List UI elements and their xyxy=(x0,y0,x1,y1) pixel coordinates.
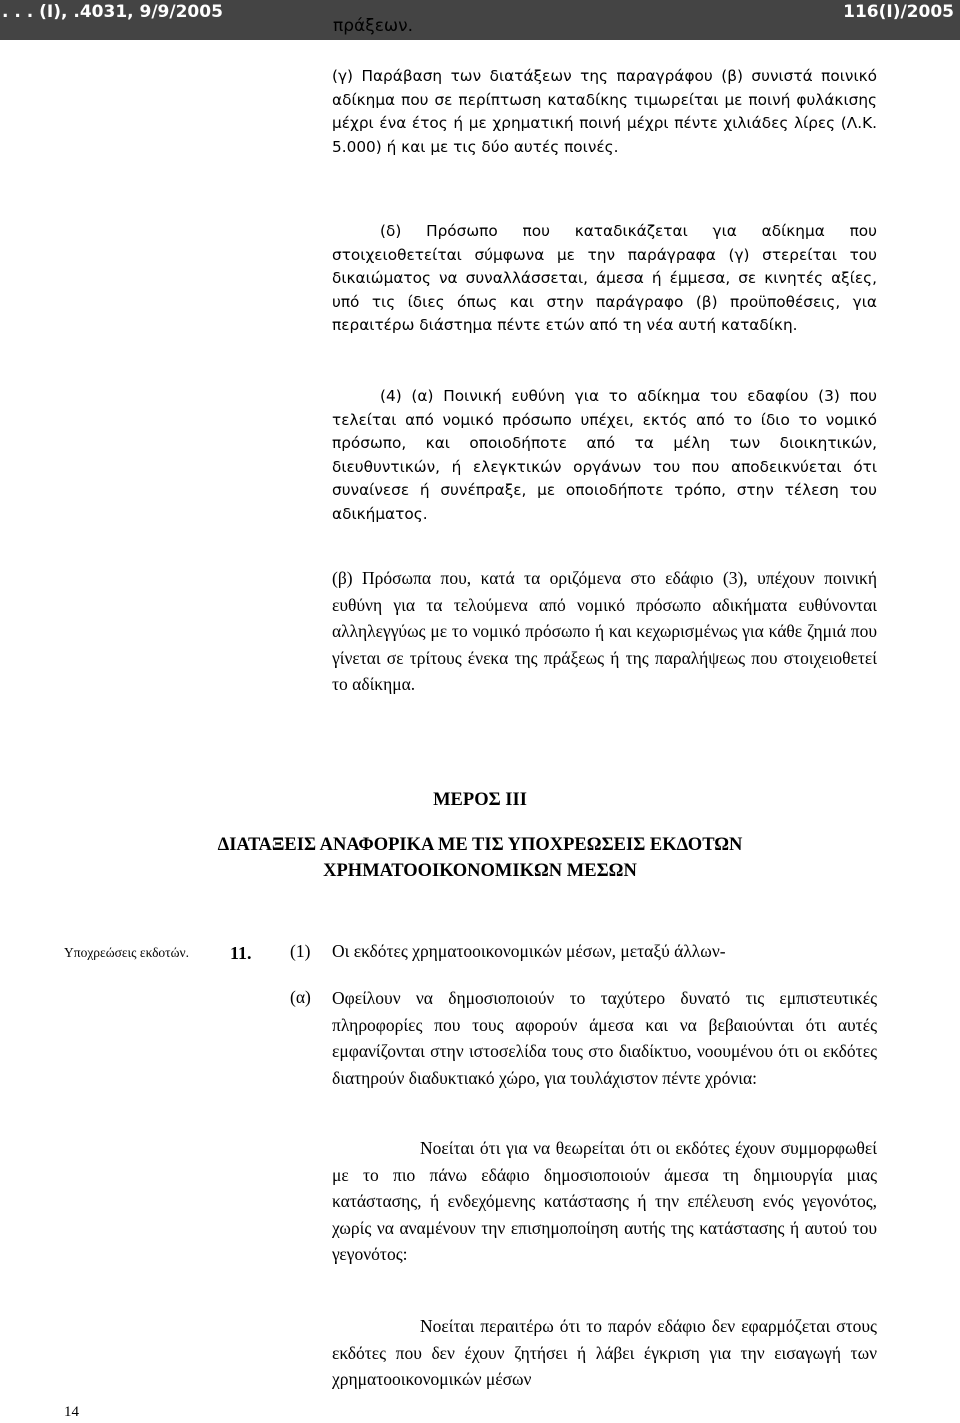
margin-note: Υποχρεώσεις εκδοτών. xyxy=(64,945,189,960)
part-subtitle-line-2: ΧΡΗΜΑΤΟΟΙΚΟΝΟΜΙΚΩΝ ΜΕΣΩΝ xyxy=(323,861,637,881)
item-text: Οφείλουν να δημοσιοποιούν το ταχύτερο δυνατό τις εμπιστευτικές πληροφορίες που τους αφορούν άμεσα και να βεβαιούνται ότι αυτές εμφανίζονται στην ιστοσελίδα τους στο διαδίκτυο, νοουμένου ότι οι εκδότες διατηρούν διαδυκτιακό χώρο, για τουλάχιστον πέντε χρόνια: xyxy=(332,988,877,1088)
proviso-2: Νοείται περαιτέρω ότι το παρόν εδάφιο δεν εφαρμόζεται στους εκδότες που δεν έχουν ζητήσει ή λάβει έγκριση για την εισαγωγή των χρηματοοικονομικών μέσων xyxy=(332,1316,877,1389)
paragraph-subsection-4a: (4) (α) Ποινική ευθύνη για το αδίκημα του εδαφίου (3) που τελείται από νομικό πρόσωπο υπέχει, εκτός από το ίδιο το νομικό πρόσωπο, και οποιοδήποτε από τα μέλη των διοικητικών, διευθυντικών, ή ελεγκτικών οργάνων του που αποδεικνύεται ότι συναίνεσε ή συνέπραξε, με οποιοδήποτε τρόπο, στην τέλεση του αδικήματος. xyxy=(332,387,877,523)
item-label: (α) xyxy=(290,987,311,1007)
paragraph-delta: (δ) Πρόσωπο που καταδικάζεται για αδίκημα που στοιχειοθετείται σύμφωνα με την παράγραφα (γ) στερείται του δικαιώματος να συναλλάσσεται, άμεσα ή έμμεσα, σε κινητές αξίες, υπό τις ίδιες όπως και στην παράγραφο (β) προϋποθέσεις, για περαιτέρω διάστημα πέντε ετών από τη νέα αυτή καταδίκη. xyxy=(332,222,877,334)
part-subtitle-line-1: ΔΙΑΤΑΞΕΙΣ ΑΝΑΦΟΡΙΚΑ ΜΕ ΤΙΣ ΥΠΟΧΡΕΩΣΕΙΣ ΕΚΔΟΤΩΝ xyxy=(217,835,743,855)
continued-text: πράξεων. xyxy=(333,16,414,36)
header-law-number: 116(I)/2005 xyxy=(843,2,954,22)
page-number: 14 xyxy=(64,1404,79,1420)
part-subtitle xyxy=(0,832,960,884)
paragraph-gamma: (γ) Παράβαση των διατάξεων της παραγράφου (β) συνιστά ποινικό αδίκημα που σε περίπτωση καταδίκης τιμωρείται με ποινή φυλάκισης μέχρι ένα έτος ή με χρηματική ποινή μέχρι πέντε χιλιάδες λίρες (Λ.Κ. 5.000) ή και με τις δύο αυτές ποινές. xyxy=(332,67,877,156)
proviso-1: Νοείται ότι για να θεωρείται ότι οι εκδότες έχουν συμμορφωθεί με το πιο πάνω εδάφιο δημοσιοποιούν άμεσα τη δημιουργία μιας κατάστασης, ή ενδεχόμενης κατάστασης ή την επέλευση ενός γεγονότος, χωρίς να αναμένουν την επισημοποίηση αυτής της κατάστασης ή αυτού του γεγονότος: xyxy=(332,1138,877,1264)
section-number: 11. xyxy=(230,943,252,963)
subsection-number: (1) xyxy=(290,941,311,961)
paragraph-subsection-4b: (β) Πρόσωπα που, κατά τα οριζόμενα στο εδάφιο (3), υπέχουν ποινική ευθύνη για τα τελούμενα από νομικό πρόσωπο αδικήματα ευθύνονται αλληλεγγύως με το νομικό πρόσωπο ή και κεχωρισμένως για κάθε ζημιά που γίνεται σε τρίτους ένεκα της πράξεως ή της παραλήψεως που στοιχειοθετεί το αδίκημα. xyxy=(332,568,877,694)
section-intro: Οι εκδότες χρηματοοικονομικών μέσων, μεταξύ άλλων- xyxy=(332,941,726,961)
header-citation: . . . (I), .4031, 9/9/2005 xyxy=(2,2,223,22)
part-title: ΜΕΡΟΣ ΙΙΙ xyxy=(433,790,527,810)
page-header-bar xyxy=(0,0,960,40)
